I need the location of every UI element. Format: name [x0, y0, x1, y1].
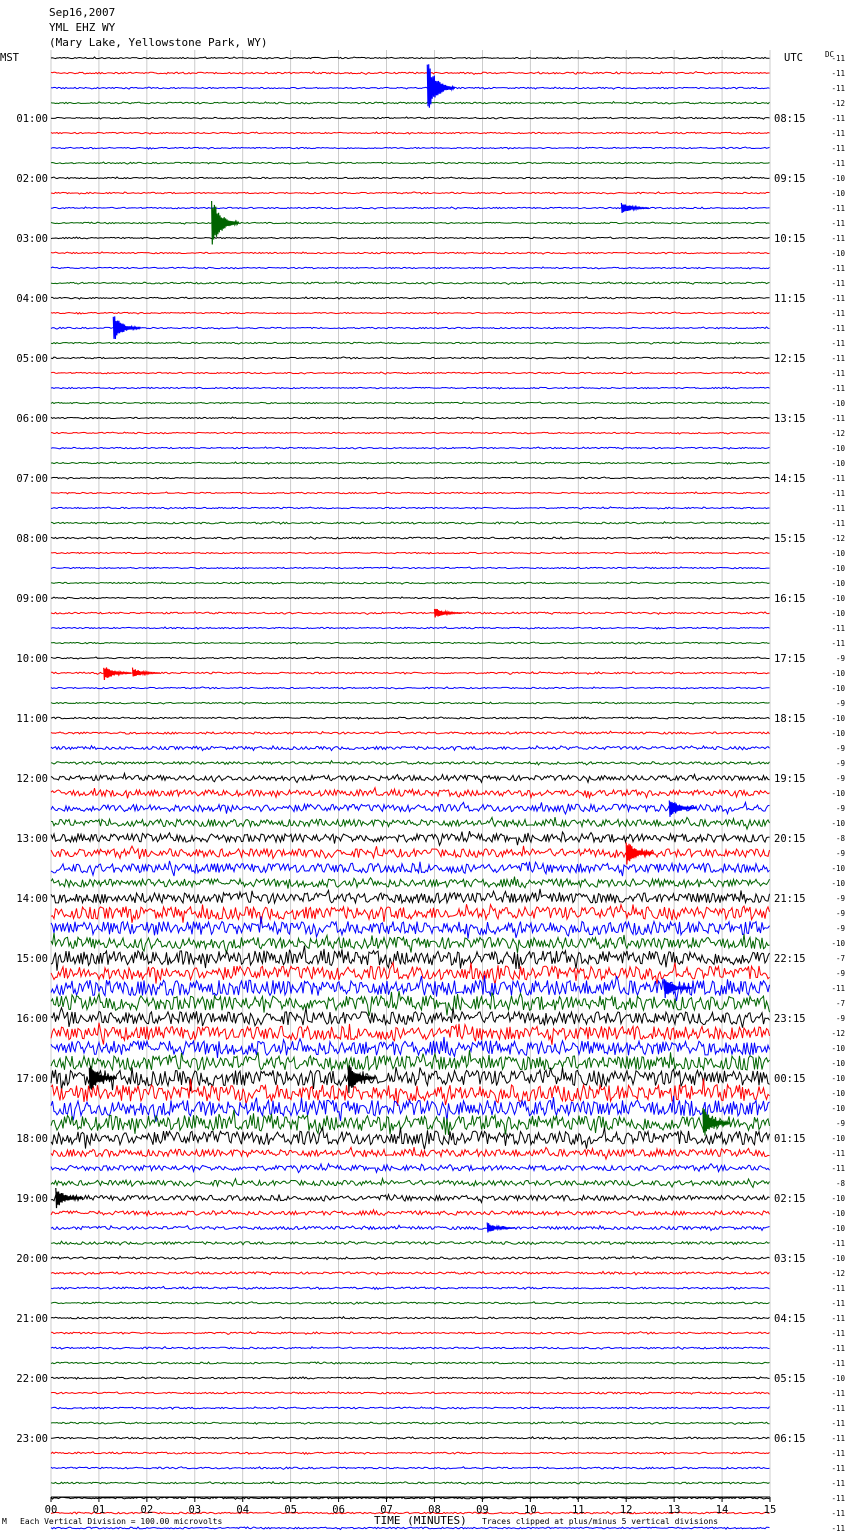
- dc-offset-label: -9: [835, 924, 845, 933]
- trace-row: [51, 507, 770, 509]
- dc-offset-label: -9: [835, 894, 845, 903]
- utc-hour-label: 04:15: [774, 1313, 806, 1325]
- dc-offset-label: -11: [831, 1479, 845, 1488]
- x-tick-label: 15: [763, 1504, 777, 1516]
- mst-hour-label: 23:00: [16, 1433, 48, 1445]
- trace-row: [51, 877, 770, 889]
- time-gridlines: [51, 50, 770, 1497]
- scale-note: Each Vertical Division = 100.00 microvolts: [20, 1517, 223, 1526]
- utc-hour-labels: [774, 113, 806, 1445]
- utc-hour-label: 08:15: [774, 113, 806, 125]
- mst-hour-label: 06:00: [16, 413, 48, 425]
- trace-row: [51, 904, 770, 923]
- dc-offset-label: -9: [835, 699, 845, 708]
- x-tick-label: 08: [428, 1504, 441, 1516]
- x-tick-label: 00: [44, 1504, 58, 1516]
- trace-row: [51, 402, 770, 404]
- utc-hour-label: 09:15: [774, 173, 806, 185]
- trace-row: [51, 963, 770, 985]
- mst-hour-label: 01:00: [16, 113, 48, 125]
- trace-row: [51, 132, 770, 134]
- dc-offset-label: -11: [831, 1494, 845, 1503]
- trace-row: [51, 1286, 770, 1289]
- mst-hour-label: 17:00: [16, 1073, 48, 1085]
- trace-row: [51, 1482, 770, 1485]
- dc-offset-label: -7: [835, 954, 845, 963]
- corner-mark: M: [2, 1517, 7, 1526]
- dc-offset-label: -11: [831, 489, 845, 498]
- utc-hour-label: 23:15: [774, 1013, 806, 1025]
- trace-row: [51, 1147, 770, 1159]
- dc-column-label: DC: [825, 50, 835, 59]
- trace-row: [51, 342, 770, 344]
- dc-offset-label: -11: [831, 1464, 845, 1473]
- dc-offset-label: -11: [831, 1509, 845, 1518]
- dc-offset-label: -11: [831, 474, 845, 483]
- trace-row: [51, 477, 770, 479]
- trace-row: [51, 1179, 770, 1188]
- trace-row: [51, 207, 770, 209]
- dc-offset-label: -7: [835, 999, 845, 1008]
- dc-offset-label: -10: [831, 864, 845, 873]
- mst-hour-labels: [16, 113, 48, 1445]
- trace-row: [51, 1377, 770, 1379]
- utc-hour-label: 03:15: [774, 1253, 806, 1265]
- dc-offset-label: -11: [831, 114, 845, 123]
- mst-hour-label: 18:00: [16, 1133, 48, 1145]
- trace-row: [51, 846, 770, 859]
- trace-row: [51, 1422, 770, 1425]
- dc-offset-label: -10: [831, 549, 845, 558]
- trace-row: [51, 252, 770, 254]
- x-tick-label: 04: [236, 1504, 250, 1516]
- dc-offset-label: -10: [831, 1044, 845, 1053]
- dc-offset-label: -12: [831, 1269, 845, 1278]
- event-burst: [113, 316, 140, 339]
- dc-offset-label: -8: [835, 1179, 845, 1188]
- trace-row: [51, 933, 770, 953]
- utc-hour-label: 06:15: [774, 1433, 806, 1445]
- dc-offset-label: -12: [831, 99, 845, 108]
- trace-row: [51, 117, 770, 119]
- trace-row: [51, 788, 770, 799]
- dc-offset-label: -8: [835, 834, 845, 843]
- trace-row: [51, 642, 770, 644]
- trace-row: [51, 1437, 770, 1440]
- trace-row: [51, 717, 770, 719]
- x-tick-label: 11: [571, 1504, 585, 1516]
- trace-row: [51, 192, 770, 194]
- trace-row: [51, 831, 770, 845]
- x-tick-label: 06: [332, 1504, 345, 1516]
- trace-row: [51, 237, 770, 239]
- mst-hour-label: 20:00: [16, 1253, 48, 1265]
- trace-row: [51, 687, 770, 689]
- dc-offset-label: -11: [831, 324, 845, 333]
- dc-offset-label: -10: [831, 1134, 845, 1143]
- dc-offset-label: -11: [831, 159, 845, 168]
- x-tick-label: 09: [476, 1504, 489, 1516]
- event-burst: [621, 203, 648, 213]
- dc-offset-label: -10: [831, 1089, 845, 1098]
- dc-offset-label: -12: [831, 429, 845, 438]
- mst-axis-label: MST: [0, 52, 19, 64]
- dc-offset-label: -12: [831, 534, 845, 543]
- utc-hour-label: 14:15: [774, 473, 806, 485]
- dc-offset-label: -10: [831, 579, 845, 588]
- trace-row: [51, 222, 770, 224]
- trace-row: [51, 312, 770, 314]
- x-tick-label: 14: [715, 1504, 729, 1516]
- dc-offset-label: -10: [831, 1254, 845, 1263]
- dc-offset-label: -11: [831, 384, 845, 393]
- utc-hour-label: 12:15: [774, 353, 806, 365]
- trace-row: [51, 1467, 770, 1470]
- dc-offset-label: -10: [831, 1224, 845, 1233]
- utc-hour-label: 19:15: [774, 773, 806, 785]
- x-tick-label: 01: [92, 1504, 106, 1516]
- dc-offset-label: -10: [831, 609, 845, 618]
- dc-offset-label: -11: [831, 1404, 845, 1413]
- trace-row: [51, 817, 770, 829]
- dc-offset-label: -9: [835, 969, 845, 978]
- dc-offset-label: -11: [831, 984, 845, 993]
- dc-offset-label: -10: [831, 174, 845, 183]
- dc-offset-label: -11: [831, 1389, 845, 1398]
- trace-row: [51, 492, 770, 494]
- dc-offset-label: -9: [835, 759, 845, 768]
- trace-row: [51, 1241, 770, 1245]
- utc-hour-label: 01:15: [774, 1133, 806, 1145]
- trace-row: [51, 1271, 770, 1274]
- trace-row: [51, 87, 770, 89]
- trace-row: [51, 731, 770, 734]
- mst-hour-label: 22:00: [16, 1373, 48, 1385]
- trace-row: [51, 861, 770, 876]
- utc-hour-label: 18:15: [774, 713, 806, 725]
- dc-offset-label: -10: [831, 1074, 845, 1083]
- mst-hour-label: 07:00: [16, 473, 48, 485]
- header-location: (Mary Lake, Yellowstone Park, WY): [49, 36, 268, 49]
- mst-hour-label: 21:00: [16, 1313, 48, 1325]
- dc-offset-label: -11: [831, 54, 845, 63]
- utc-hour-label: 13:15: [774, 413, 806, 425]
- dc-offset-label: -10: [831, 1374, 845, 1383]
- dc-offset-label: -11: [831, 294, 845, 303]
- mst-hour-label: 02:00: [16, 173, 48, 185]
- event-burst: [427, 64, 454, 108]
- dc-offset-label: -10: [831, 879, 845, 888]
- x-tick-label: 10: [524, 1504, 537, 1516]
- event-burst: [56, 1188, 83, 1208]
- dc-offset-label: -11: [831, 279, 845, 288]
- trace-row: [51, 282, 770, 285]
- dc-offset-labels: [831, 54, 845, 1534]
- trace-row: [51, 1527, 770, 1530]
- utc-hour-label: 20:15: [774, 833, 806, 845]
- utc-hour-label: 22:15: [774, 953, 806, 965]
- dc-offset-label: -11: [831, 204, 845, 213]
- dc-offset-label: -10: [831, 714, 845, 723]
- trace-row: [51, 1164, 770, 1173]
- dc-offset-label: -11: [831, 624, 845, 633]
- utc-hour-label: 00:15: [774, 1073, 806, 1085]
- dc-offset-label: -11: [831, 1284, 845, 1293]
- mst-hour-label: 12:00: [16, 773, 48, 785]
- dc-offset-label: -11: [831, 1524, 845, 1533]
- mst-hour-label: 04:00: [16, 293, 48, 305]
- trace-row: [51, 297, 770, 299]
- seismic-traces: [51, 57, 770, 1534]
- trace-row: [51, 702, 770, 704]
- dc-offset-label: -10: [831, 249, 845, 258]
- trace-row: [51, 462, 770, 464]
- dc-offset-label: -10: [831, 789, 845, 798]
- trace-row: [51, 1023, 770, 1045]
- dc-offset-label: -10: [831, 1209, 845, 1218]
- dc-offset-label: -10: [831, 594, 845, 603]
- trace-row: [51, 802, 770, 814]
- mst-hour-label: 16:00: [16, 1013, 48, 1025]
- event-burst: [669, 801, 696, 817]
- utc-hour-label: 17:15: [774, 653, 806, 665]
- dc-offset-label: -11: [831, 234, 845, 243]
- trace-row: [51, 57, 770, 59]
- trace-row: [51, 522, 770, 524]
- dc-offset-label: -9: [835, 744, 845, 753]
- trace-row: [51, 1332, 770, 1335]
- dc-offset-label: -10: [831, 684, 845, 693]
- mst-hour-label: 13:00: [16, 833, 48, 845]
- trace-row: [51, 1067, 770, 1091]
- mst-hour-label: 05:00: [16, 353, 48, 365]
- x-tick-label: 02: [140, 1504, 154, 1516]
- dc-offset-label: -11: [831, 84, 845, 93]
- chart-header: [49, 6, 268, 49]
- dc-offset-label: -10: [831, 1059, 845, 1068]
- trace-row: [51, 1317, 770, 1320]
- header-date: Sep16,2007: [49, 6, 116, 19]
- x-tick-label: 13: [667, 1504, 681, 1516]
- event-burst: [435, 609, 462, 618]
- trace-row: [51, 327, 770, 329]
- utc-hour-label: 15:15: [774, 533, 806, 545]
- dc-offset-label: -9: [835, 1119, 845, 1128]
- dc-offset-label: -11: [831, 414, 845, 423]
- x-tick-label: 03: [188, 1504, 202, 1516]
- dc-offset-label: -11: [831, 519, 845, 528]
- trace-row: [51, 1392, 770, 1395]
- mst-hour-label: 14:00: [16, 893, 48, 905]
- utc-hour-label: 11:15: [774, 293, 806, 305]
- event-burst: [104, 667, 131, 680]
- trace-row: [51, 597, 770, 599]
- utc-hour-label: 05:15: [774, 1373, 806, 1385]
- dc-offset-label: -10: [831, 399, 845, 408]
- mst-hour-label: 19:00: [16, 1193, 48, 1205]
- dc-offset-label: -9: [835, 1014, 845, 1023]
- trace-row: [51, 357, 770, 359]
- dc-offset-label: -11: [831, 69, 845, 78]
- event-burst: [348, 1065, 375, 1093]
- mst-hour-label: 11:00: [16, 713, 48, 725]
- dc-offset-label: -10: [831, 819, 845, 828]
- trace-row: [51, 1210, 770, 1216]
- event-burst: [626, 843, 653, 865]
- utc-hour-label: 10:15: [774, 233, 806, 245]
- mst-hour-label: 10:00: [16, 653, 48, 665]
- dc-offset-label: -11: [831, 1449, 845, 1458]
- dc-offset-label: -10: [831, 564, 845, 573]
- trace-row: [51, 612, 770, 615]
- seismic-events: [56, 64, 730, 1232]
- trace-row: [51, 916, 770, 938]
- header-station: YML EHZ WY: [49, 21, 116, 34]
- event-burst: [665, 979, 692, 998]
- x-tick-label: 12: [619, 1504, 633, 1516]
- utc-axis-label: UTC: [784, 52, 803, 64]
- dc-offset-label: -11: [831, 639, 845, 648]
- trace-row: [51, 102, 770, 104]
- trace-row: [51, 889, 770, 903]
- dc-offset-label: -9: [835, 849, 845, 858]
- trace-row: [51, 447, 770, 449]
- x-tick-label: 07: [380, 1504, 393, 1516]
- x-tick-label: 05: [284, 1504, 297, 1516]
- dc-offset-label: -11: [831, 219, 845, 228]
- dc-offset-label: -9: [835, 909, 845, 918]
- trace-row: [51, 72, 770, 75]
- trace-row: [51, 975, 770, 1001]
- trace-row: [51, 1452, 770, 1455]
- dc-offset-label: -10: [831, 459, 845, 468]
- dc-offset-label: -11: [831, 309, 845, 318]
- trace-row: [51, 1347, 770, 1350]
- dc-offset-label: -9: [835, 654, 845, 663]
- trace-row: [51, 1302, 770, 1305]
- dc-offset-label: -9: [835, 804, 845, 813]
- trace-row: [51, 1407, 770, 1410]
- dc-offset-label: -10: [831, 1104, 845, 1113]
- event-burst: [133, 668, 160, 677]
- dc-offset-label: -11: [831, 339, 845, 348]
- utc-hour-label: 02:15: [774, 1193, 806, 1205]
- dc-offset-label: -11: [831, 1329, 845, 1338]
- dc-offset-label: -11: [831, 1299, 845, 1308]
- clip-note: Traces clipped at plus/minus 5 vertical divisions: [482, 1517, 719, 1526]
- dc-offset-label: -11: [831, 129, 845, 138]
- dc-offset-label: -9: [835, 774, 845, 783]
- utc-hour-label: 16:15: [774, 593, 806, 605]
- dc-offset-label: -11: [831, 1359, 845, 1368]
- trace-row: [51, 1037, 770, 1058]
- trace-row: [51, 1007, 770, 1027]
- trace-row: [51, 1362, 770, 1365]
- utc-hour-label: 21:15: [774, 893, 806, 905]
- x-axis-title: TIME (MINUTES): [374, 1514, 467, 1527]
- trace-row: [51, 746, 770, 751]
- dc-offset-label: -10: [831, 729, 845, 738]
- trace-row: [51, 417, 770, 419]
- trace-row: [51, 147, 770, 149]
- dc-offset-label: -11: [831, 1164, 845, 1173]
- dc-offset-label: -11: [831, 1434, 845, 1443]
- trace-row: [51, 372, 770, 374]
- dc-offset-label: -10: [831, 1194, 845, 1203]
- trace-row: [51, 177, 770, 179]
- event-burst: [487, 1223, 514, 1233]
- trace-row: [51, 387, 770, 389]
- trace-row: [51, 1225, 770, 1230]
- dc-offset-label: -11: [831, 1314, 845, 1323]
- mst-hour-label: 08:00: [16, 533, 48, 545]
- mst-hour-label: 09:00: [16, 593, 48, 605]
- trace-row: [51, 537, 770, 540]
- dc-offset-label: -10: [831, 444, 845, 453]
- dc-offset-label: -11: [831, 369, 845, 378]
- dc-offset-label: -10: [831, 939, 845, 948]
- trace-row: [51, 1050, 770, 1070]
- mst-hour-label: 03:00: [16, 233, 48, 245]
- dc-offset-label: -11: [831, 264, 845, 273]
- trace-row: [51, 1195, 770, 1203]
- dc-offset-label: -11: [831, 504, 845, 513]
- trace-row: [51, 1128, 770, 1150]
- dc-offset-label: -11: [831, 144, 845, 153]
- trace-row: [51, 761, 770, 765]
- trace-row: [51, 432, 770, 434]
- trace-row: [51, 552, 770, 554]
- trace-row: [51, 267, 770, 269]
- trace-row: [51, 1256, 770, 1259]
- trace-row: [51, 627, 770, 629]
- dc-offset-label: -11: [831, 1344, 845, 1353]
- dc-offset-label: -10: [831, 189, 845, 198]
- trace-row: [51, 657, 770, 659]
- dc-offset-label: -12: [831, 1029, 845, 1038]
- mst-hour-label: 15:00: [16, 953, 48, 965]
- dc-offset-label: -11: [831, 354, 845, 363]
- dc-offset-label: -11: [831, 1149, 845, 1158]
- dc-offset-label: -11: [831, 1239, 845, 1248]
- dc-offset-label: -11: [831, 1419, 845, 1428]
- trace-row: [51, 991, 770, 1016]
- trace-row: [51, 773, 770, 782]
- dc-offset-label: -10: [831, 669, 845, 678]
- trace-row: [51, 567, 770, 569]
- trace-row: [51, 162, 770, 164]
- trace-row: [51, 582, 770, 584]
